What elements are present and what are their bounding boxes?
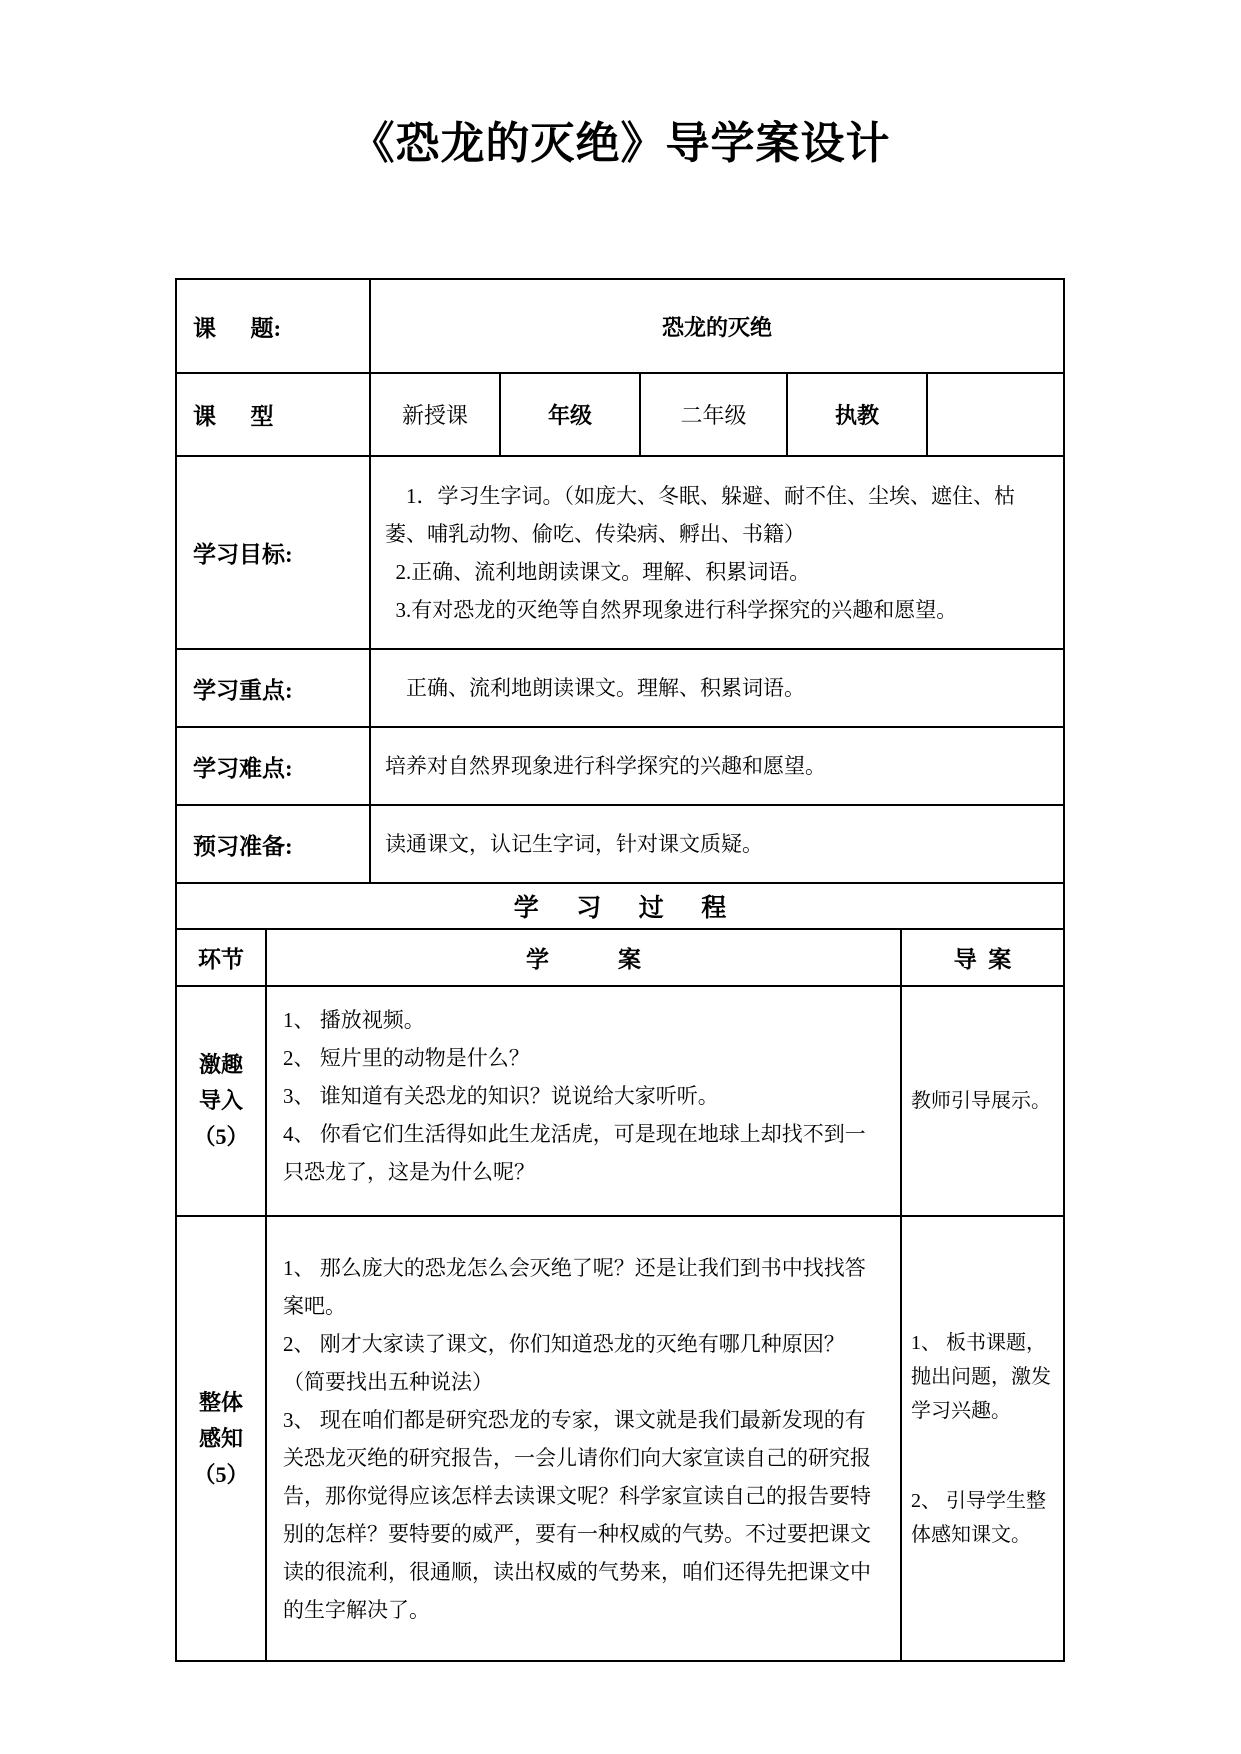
guide-cell-overview: 1、 板书课题，抛出问题，激发学习兴趣。 2、 引导学生整体感知课文。 xyxy=(911,1331,1051,1546)
learning-focus-row xyxy=(177,650,1063,728)
process-header-row xyxy=(177,930,1063,987)
process-row-intro xyxy=(177,987,1063,1217)
topic-label: 课 题: xyxy=(177,280,371,374)
course-type-value: 新授课 xyxy=(371,374,501,457)
stage-column-header: 环节 xyxy=(177,930,267,987)
guide-column-header: 导 案 xyxy=(902,930,1063,987)
guide-cell-intro: 教师引导展示。 xyxy=(902,987,1063,1217)
stage-cell-intro: 激趣 导入 （5） xyxy=(177,987,267,1217)
teacher-label: 执教 xyxy=(788,374,928,457)
title-area xyxy=(0,0,1241,278)
study-column-header: 学 案 xyxy=(267,930,902,987)
preparation-row xyxy=(177,806,1063,884)
grade-value: 二年级 xyxy=(641,374,788,457)
learning-goal-row xyxy=(177,457,1063,650)
study-cell-intro: 1、 播放视频。 2、 短片里的动物是什么？ 3、 谁知道有关恐龙的知识？说说给大家听听。 4、 你看它们生活得如此生龙活虎，可是现在地球上却找不到一只恐龙了，这是为什么呢？ xyxy=(267,987,902,1217)
process-row-overview xyxy=(177,1217,1063,1660)
course-type-label: 课 型 xyxy=(177,374,371,457)
topic-value: 恐龙的灭绝 xyxy=(371,280,1063,374)
learning-focus-label: 学习重点: xyxy=(177,650,371,728)
process-banner-row xyxy=(177,884,1063,930)
learning-difficulty-content: 培养对自然界现象进行科学探究的兴趣和愿望。 xyxy=(371,728,1063,806)
preparation-content: 读通课文，认记生字词，针对课文质疑。 xyxy=(371,806,1063,884)
lesson-plan-table xyxy=(175,278,1065,1662)
teacher-value xyxy=(928,374,1063,457)
course-type-row xyxy=(177,374,1063,457)
preparation-label: 预习准备: xyxy=(177,806,371,884)
grade-label: 年级 xyxy=(501,374,641,457)
stage-cell-overview: 整体 感知 （5） xyxy=(177,1217,267,1660)
study-cell-overview: 1、 那么庞大的恐龙怎么会灭绝了呢？还是让我们到书中找找答案吧。 2、 刚才大家读了课文，你们知道恐龙的灭绝有哪几种原因？ （简要找出五种说法） 3、 现在咱们都是研究恐龙的专家，课文就是我们最新发现的有关恐龙灭绝的研究报告，一会儿请你们向大家宣读自己的研究报告，那你觉得应该怎样去读课文呢？科学家宣读自己的报告要特别的怎样？要特要的威严，要有一种权威的气势。不过要把课文读的很流利，很通顺，读出权威的气势来，咱们还得先把课文中的生字解决了。 xyxy=(267,1217,902,1660)
learning-difficulty-row xyxy=(177,728,1063,806)
learning-goal-label: 学习目标: xyxy=(177,457,371,650)
topic-row xyxy=(177,280,1063,374)
learning-focus-content: 正确、流利地朗读课文。理解、积累词语。 xyxy=(371,650,1063,728)
learning-goal-content: 1．学习生字词。（如庞大、冬眠、躲避、耐不住、尘埃、遮住、枯萎、哺乳动物、偷吃、传染病、孵出、书籍） 2.正确、流利地朗读课文。理解、积累词语。 3.有对恐龙的灭绝等自然界现象进行科学探究的兴趣和愿望。 xyxy=(371,457,1063,650)
process-banner: 学 习 过 程 xyxy=(177,884,1063,930)
learning-difficulty-label: 学习难点: xyxy=(177,728,371,806)
page-title: 《恐龙的灭绝》导学案设计 xyxy=(350,119,891,168)
